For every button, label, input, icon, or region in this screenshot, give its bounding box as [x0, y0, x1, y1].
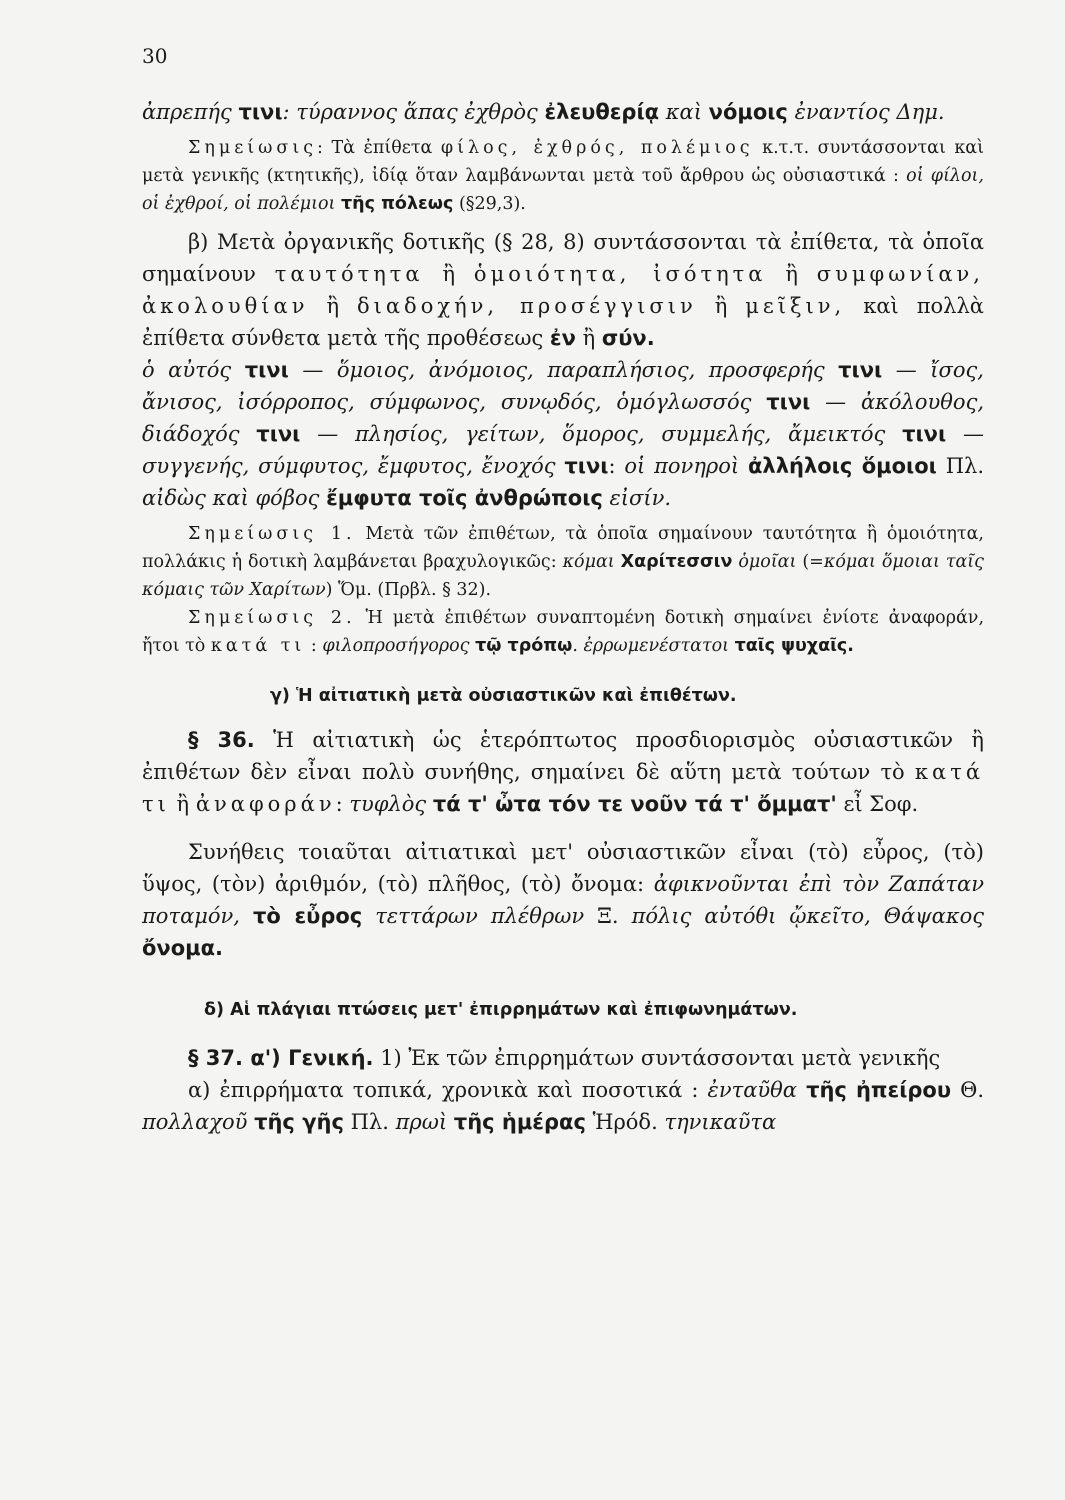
paragraph-examples: ὁ αὐτός τινι — ὅμοιος, ἀνόμοιος, παραπλήσιος, προσφερής τινι — ἴσος, ἄνισος, ἰσόρροπος, σύμφωνος, συνῳδός, ὁμόγλωσσός τινι — ἀκόλουθος, διάδοχός τινι — πλησίος, γείτων, ὅμορος, συμμελής, ἄμεικτός τινι — συγγενής, σύμφυτος, ἔμφυτος, ἔνοχός τινι: οἱ πονηροὶ ἀλλήλοις ὅμοιοι Πλ. αἰδὼς καὶ φόβος ἔμφυτα τοῖς ἀνθρώποις εἰσίν. [142, 358, 985, 510]
note-1: Σημείωσις 1. Μετὰ τῶν ἐπιθέτων, τὰ ὁποῖα σημαίνουν ταυτότητα ἢ ὁμοιότητα, πολλάκις ἡ δοτικὴ λαμβάνεται βραχυλογικῶς: κόμαι Χαρίτεσσιν ὁμοῖαι (=κόμαι ὅμοιαι ταῖς κόμαις τῶν Χαρίτων) Ὅμ. (Πρβλ. § 32). [142, 524, 984, 600]
paragraph-alpha: α) ἐπιρρήματα τοπικά, χρονικὰ καὶ ποσοτικά : ἐνταῦθα τῆς ἠπείρου Θ. πολλαχοῦ τῆς γῆς Πλ. πρωὶ τῆς ἡμέρας Ἡρόδ. τηνικαῦτα [142, 1078, 985, 1134]
note-2: Σημείωσις 2. Ἡ μετὰ ἐπιθέτων συναπτομένη δοτικὴ σημαίνει ἐνίοτε ἀναφοράν, ἤτοι τὸ κατά τι : φιλοπροσήγορος τῷ τρόπῳ. ἐρρωμενέστατοι ταῖς ψυχαῖς. [142, 608, 985, 656]
paragraph-aprepes: ἀπρεπής τινι: τύραννος ἅπας ἐχθρὸς ἐλευθερίᾳ καὶ νόμοις ἐναντίος Δημ. [142, 100, 945, 124]
paragraph-36: § 36. Ἡ αἰτιατικὴ ὡς ἑτερόπτωτος προσδιορισμὸς οὐσιαστικῶν ἢ ἐπιθέτων δὲν εἶναι πολὺ συνήθης, σημαίνει δὲ αὕτη μετὰ τούτων τὸ κατά τι ἢ ἀναφοράν: τυφλὸς τά τ' ὦτα τόν τε νοῦν τά τ' ὄμματ' εἶ Σοφ. [142, 728, 984, 816]
page-body [142, 96, 984, 1138]
note-filos: Σημείωσις: Τὰ ἐπίθετα φίλος, ἐχθρός, πολέμιος κ.τ.τ. συντάσσονται καὶ μετὰ γενικῆς (κτητικῆς), ἰδίᾳ ὅταν λαμβάνωνται μετὰ τοῦ ἄρθρου ὡς οὐσιαστικά : οἱ φίλοι, οἱ ἐχθροί, οἱ πολέμιοι τῆς πόλεως (§29,3). [142, 138, 984, 214]
paragraph-common: Συνήθεις τοιαῦται αἰτιατικαὶ μετ' οὐσιαστικῶν εἶναι (τὸ) εὖρος, (τὸ) ὕψος, (τὸν) ἀριθμόν, (τὸ) πλῆθος, (τὸ) ὄνομα: ἀφικνοῦνται ἐπὶ τὸν Ζαπάταν ποταμόν, τὸ εὖρος τεττάρων πλέθρων Ξ. πόλις αὐτόθι ᾤκεῖτο, Θάψακος ὄνομα. [142, 840, 984, 960]
page-number: 30 [142, 44, 168, 68]
paragraph-37: § 37. α') Γενική. 1) Ἐκ τῶν ἐπιρρημάτων συντάσσονται μετὰ γενικῆς [188, 1046, 941, 1070]
section-heading-gamma: γ) Ἡ αἰτιατικὴ μετὰ οὐσιαστικῶν καὶ ἐπιθέτων. [270, 686, 737, 706]
paragraph-beta: β) Μετὰ ὀργανικῆς δοτικῆς (§ 28, 8) συντάσσονται τὰ ἐπίθετα, τὰ ὁποῖα σημαίνουν ταυτότητα ἢ ὁμοιότητα, ἰσότητα ἢ συμφωνίαν, ἀκολουθίαν ἢ διαδοχήν, προσέγγισιν ἢ μεῖξιν, καὶ πολλὰ ἐπίθετα σύνθετα μετὰ τῆς προθέσεως ἐν ἢ σύν. [142, 230, 984, 350]
section-heading-delta: δ) Αἱ πλάγιαι πτώσεις μετ' ἐπιρρημάτων καὶ ἐπιφωνημάτων. [204, 1000, 798, 1020]
